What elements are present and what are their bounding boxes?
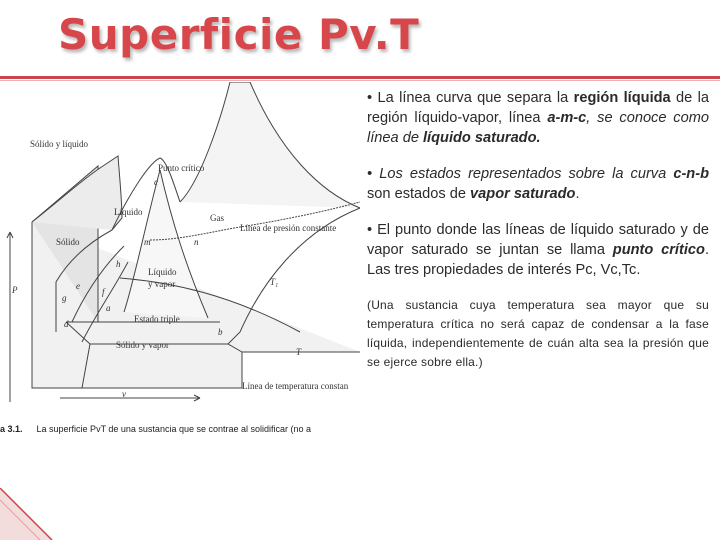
label-T: T [296,347,302,357]
pvt-surface-figure [0,82,368,440]
p1-d: a-m-c [547,110,587,126]
label-c: c [154,177,158,187]
title-divider-thin [0,80,720,81]
p1-c: de la región líquido-vapor, línea [367,90,710,126]
solid-liquid-surface [32,156,122,230]
label-b: b [218,327,223,337]
slide-title: Superficie Pv.T [58,10,420,59]
text-column [367,88,709,388]
p1-a: • La línea curva que separa la [367,90,574,106]
label-f: f [102,287,105,297]
title-divider [0,76,720,79]
label-solido-y-vapor: Sólido y vapor [116,340,169,350]
label-t1: T₁ [270,277,279,287]
label-g: g [62,293,67,303]
corner-decoration [0,488,60,540]
constant-pressure-line [150,202,360,240]
label-linea-presion-constante: Línea de presión constante [240,223,337,233]
label-liquido-y-vapor-2: y vapor [148,279,176,289]
label-p-axis: P [12,285,18,295]
p1-f: líquido saturado. [423,130,541,146]
p2-d: vapor saturado [470,186,576,202]
p2-c: son estados de [367,186,471,202]
paragraph-vapor-saturado [367,164,709,204]
label-liquido-y-vapor-1: Líquido [148,267,177,277]
label-a: a [106,303,111,313]
label-e: e [76,281,80,291]
label-h: h [116,259,121,269]
p2-e: . [575,186,580,202]
caption-number: a 3.1. [0,424,23,434]
paragraph-punto-critico [367,220,709,280]
label-v-axis: v [122,389,126,399]
label-d: d [64,319,69,329]
p3-b: punto crítico [612,242,705,258]
label-solido-y-liquido: Sólido y líquido [30,139,89,149]
label-solido: Sólido [56,237,80,247]
label-n: n [194,237,199,247]
p2-b: c-n-b [673,166,709,182]
label-punto-critico: Punto crítico [158,163,205,173]
p3-c: . Las tres propiedades de interés Pc, Vc,Tc. [367,242,709,278]
caption-text: La superficie PvT de una sustancia que se contrae al solidificar (no a [36,424,312,434]
paragraph-liquido-saturado [367,88,709,148]
label-linea-temperatura-constante: Línea de temperatura constan [242,381,349,391]
p3-a: • El punto donde las líneas de líquido saturado y de vapor saturado se juntan se llama [367,222,709,258]
p1-b: región líquida [573,90,671,106]
gas-surface [180,82,360,208]
label-gas: Gas [210,213,224,223]
label-liquido: Líquido [114,207,143,217]
paragraph-note: (Una sustancia cuya temperatura sea mayor que su temperatura crítica no será capaz de condensar a la fase líquida, independientemente de cuán alta sea la presión que se ejerce sobre ella.) [367,298,709,369]
figure-caption [0,424,368,434]
p1-e: , se conoce como línea de [367,110,709,146]
p2-a: • Los estados representados sobre la curva [367,166,674,182]
label-m: m [144,237,151,247]
label-estado-triple: Estado triple [134,314,180,324]
